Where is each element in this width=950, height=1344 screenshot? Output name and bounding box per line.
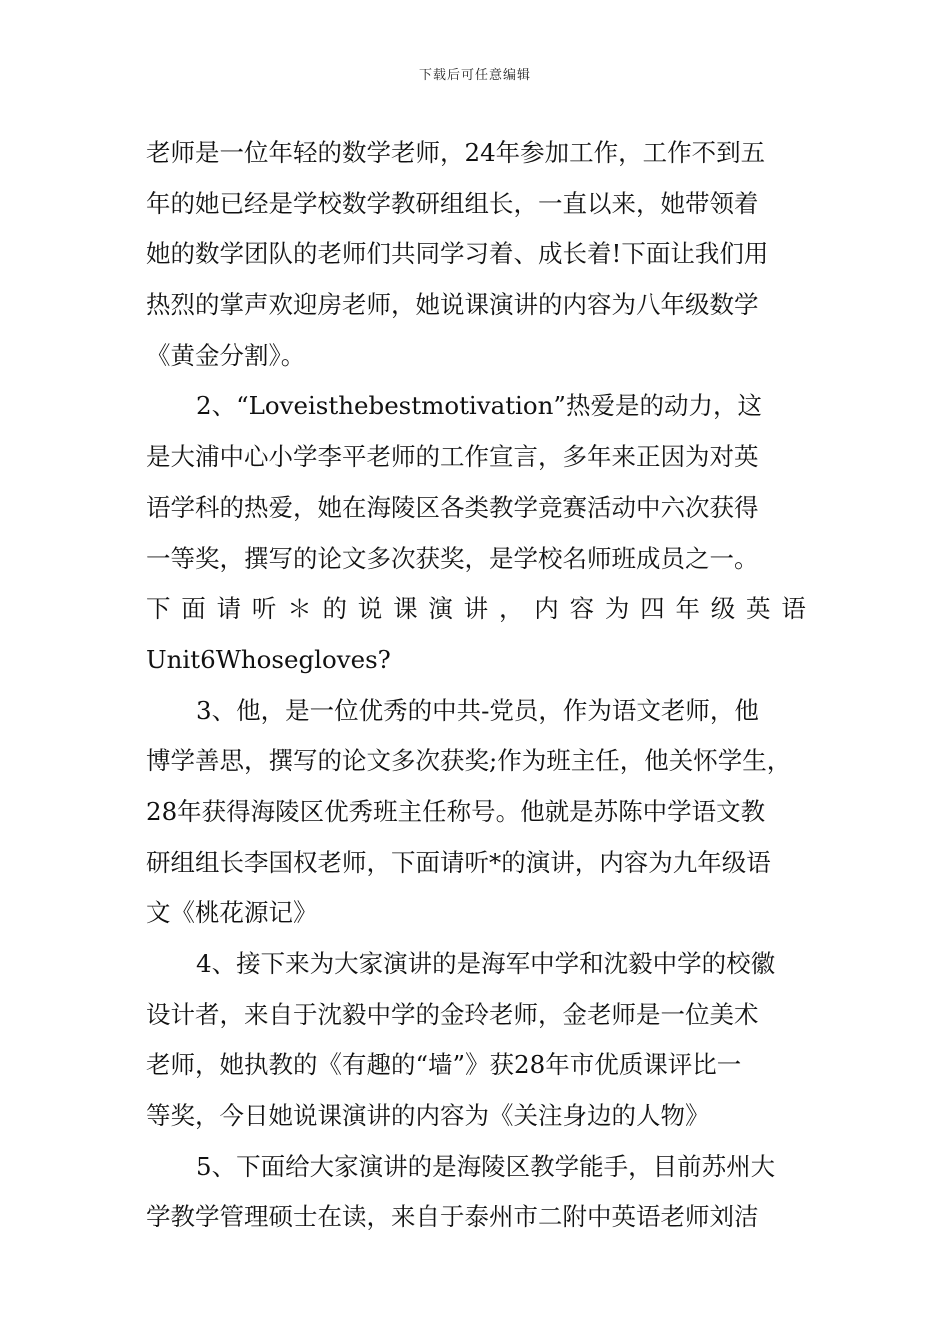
text-line: 年的她已经是学校数学教研组组长，一直以来，她带领着 (146, 188, 759, 218)
text-line: 文《桃花源记》 (146, 898, 318, 928)
text-line: 3、他，是一位优秀的中共-党员，作为语文老师，他 (196, 695, 759, 725)
text-line: 是大浦中心小学李平老师的工作宣言，多年来正因为对英 (146, 442, 759, 472)
text-line: 学教学管理硕士在读，来自于泰州市二附中英语老师刘洁 (146, 1202, 759, 1232)
text-line: 她的数学团队的老师们共同学习着、成长着!下面让我们用 (146, 239, 769, 269)
page-header: 下载后可任意编辑 (418, 68, 531, 83)
text-line: 老师是一位年轻的数学老师，24年参加工作，工作不到五 (146, 138, 766, 167)
text-line: 老师，她执教的《有趣的“墙”》获28年市优质课评比一 (146, 1050, 742, 1080)
text-line: 设计者，来自于沈毅中学的金玲老师，金老师是一位美术 (146, 999, 759, 1029)
text-line: 28年获得海陵区优秀班主任称号。他就是苏陈中学语文教 (146, 796, 766, 826)
text-line: 一等奖，撰写的论文多次获奖，是学校名师班成员之一。 (146, 543, 759, 573)
text-line: 博学善思，撰写的论文多次获奖;作为班主任，他关怀学生， (146, 746, 792, 776)
text-line: 5、下面给大家演讲的是海陵区教学能手，目前苏州大 (196, 1151, 776, 1181)
text-line: 热烈的掌声欢迎房老师，她说课演讲的内容为八年级数学 (146, 290, 759, 320)
text-line: 《黄金分割》。 (146, 340, 306, 370)
document-body (146, 128, 806, 1243)
text-line: 4、接下来为大家演讲的是海军中学和沈毅中学的校徽 (196, 949, 776, 978)
text-line: 语学科的热爱，她在海陵区各类教学竞赛活动中六次获得 (146, 492, 759, 522)
text-line: 下 面 请 听 ＊ 的 说 课 演 讲 ， 内 容 为 四 年 级 英 语 (146, 594, 806, 624)
text-line: Unit6Whosegloves? (146, 644, 391, 674)
text-line: 研组组长李国权老师，下面请听*的演讲，内容为九年级语 (146, 847, 771, 877)
text-line: 2、“Loveisthebestmotivation”热爱是的动力，这 (196, 391, 762, 421)
text-line: 等奖，今日她说课演讲的内容为《关注身边的人物》 (146, 1101, 710, 1131)
